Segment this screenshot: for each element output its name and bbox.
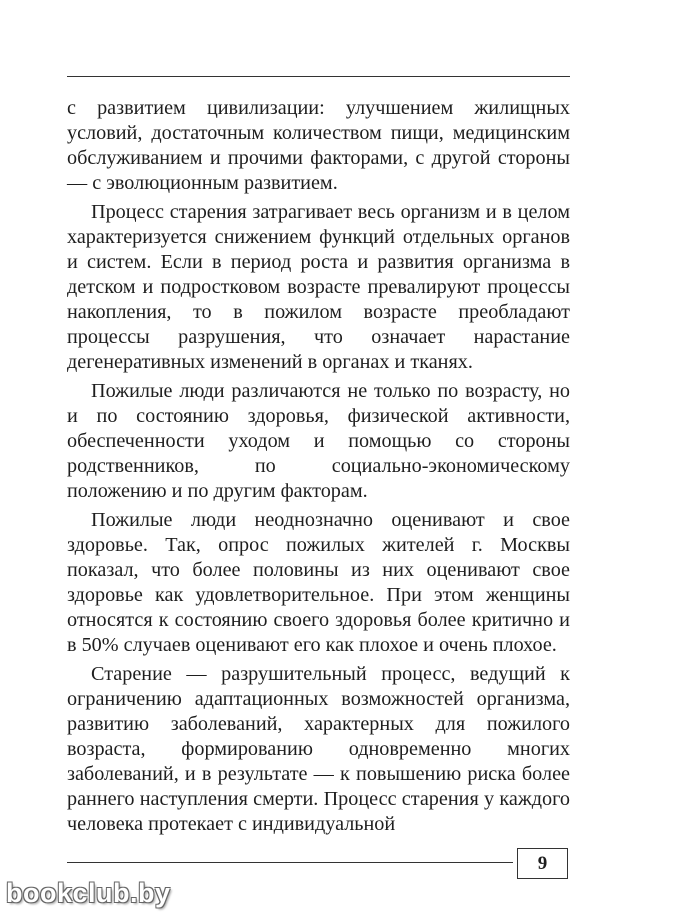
- paragraph: Пожилые люди неоднозначно оценивают и свое здоровье. Так, опрос пожилых жителей г. Москвы показал, что более половины из них оценивают свое здоровье как удовлетворительное. При этом женщины относятся к состоянию своего здоровья более критично и в 50% случаев оценивают его как плохое и очень плохое.: [67, 509, 570, 656]
- header-rule: [67, 76, 570, 77]
- footer-rule: [67, 862, 513, 863]
- page-number: 9: [537, 852, 548, 874]
- paragraph: Пожилые люди различаются не только по возрасту, но и по состоянию здоровья, физической активности, обеспеченности уходом и помощью со стороны родственников, по социально-экономическому положению и по другим факторам.: [67, 380, 570, 502]
- page-number-box: [517, 848, 568, 879]
- paragraph: Процесс старения затрагивает весь организм и в целом характеризуется снижением функций отдельных органов и систем. Если в период роста и развития организма в детском и подростковом возрасте превалируют процессы накопления, то в пожилом возрасте преобладают процессы разрушения, что означает нарастание дегенеративных изменений в органах и тканях.: [67, 201, 570, 373]
- paragraph-continuation: с развитием цивилизации: улучшением жилищных условий, достаточным количеством пищи, медицинским обслуживанием и прочими факторами, с другой стороны — с эволюционным развитием.: [67, 97, 570, 194]
- paragraph: Старение — разрушительный процесс, ведущий к ограничению адаптационных возможностей организма, развитию заболеваний, характерных для пожилого возраста, формированию одновременно многих заболеваний, и в результате — к повышению риска более раннего наступления смерти. Процесс старения у каждого человека протекает с индивидуальной: [67, 663, 570, 835]
- body-text: [67, 96, 570, 841]
- watermark: bookclub.by: [6, 878, 171, 908]
